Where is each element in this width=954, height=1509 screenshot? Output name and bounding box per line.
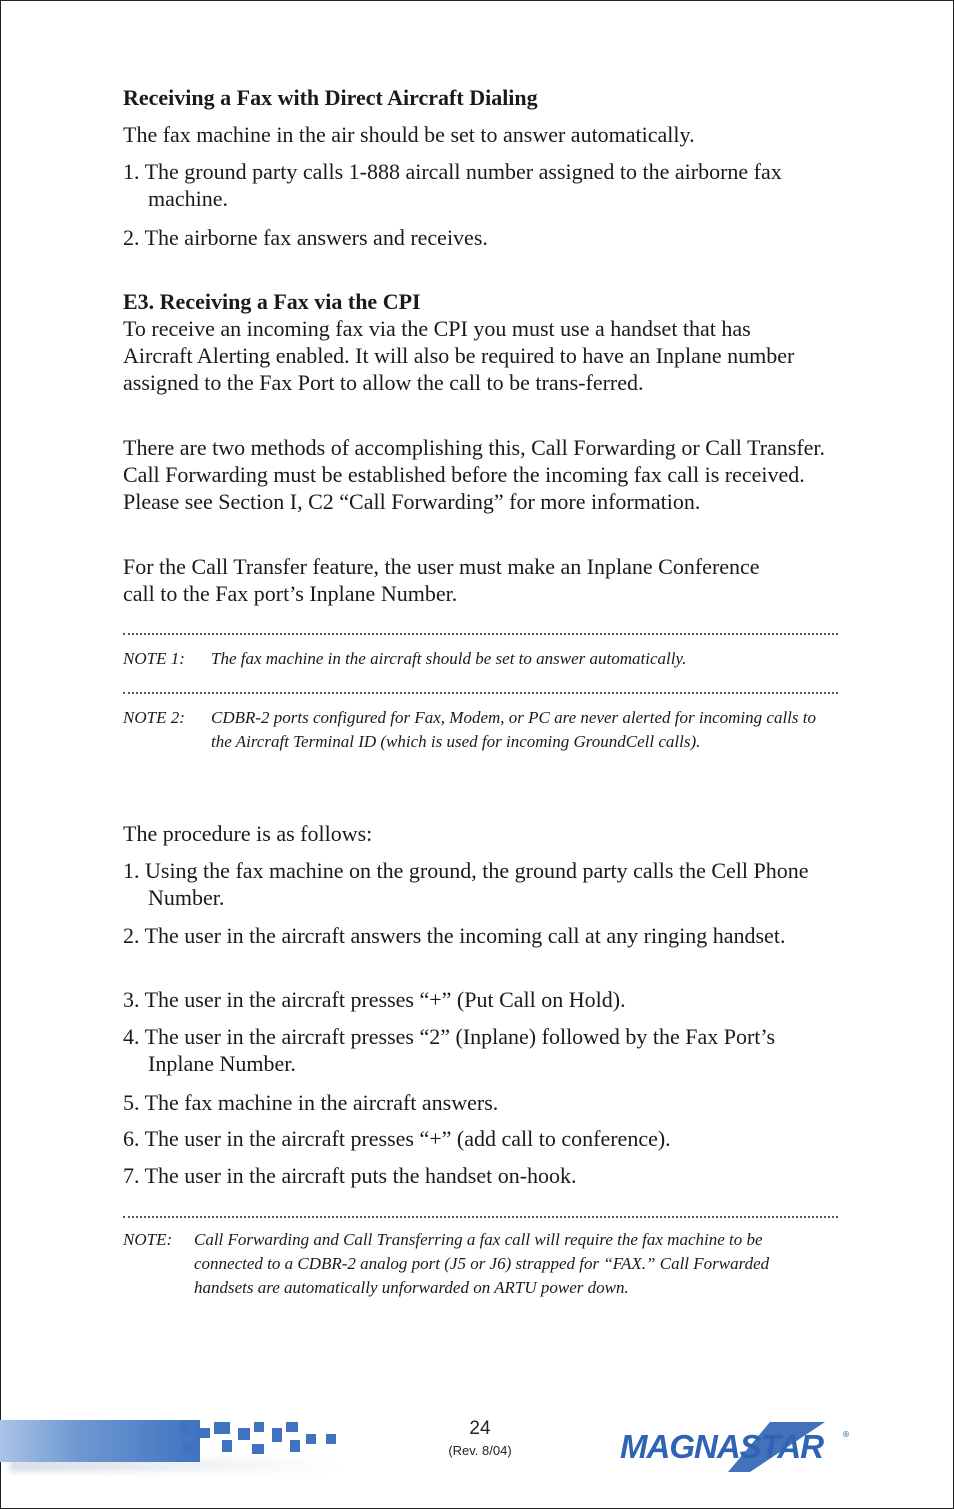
revision-date: (Rev. 8/04) (448, 1443, 512, 1458)
note-label: NOTE: (123, 1230, 173, 1249)
list-item: 5. The fax machine in the aircraft answers. (123, 1090, 499, 1115)
procedure-intro: The procedure is as follows: (123, 821, 373, 846)
logo-text: MAGNASTAR (620, 1428, 824, 1465)
section-heading-cpi: E3. Receiving a Fax via the CPI (123, 289, 421, 314)
note-2 (123, 706, 838, 781)
section-intro: The fax machine in the air should be set to answer automatically. (123, 122, 695, 147)
registered-mark: ® (842, 1430, 850, 1439)
note-text: The fax machine in the aircraft should be set to answer automatically. (211, 649, 687, 668)
note-1 (123, 647, 838, 671)
list-item: 6. The user in the aircraft presses “+” (add call to conference). (123, 1126, 671, 1151)
dotted-divider (123, 692, 838, 694)
note-text: Call Forwarding and Call Transferring a fax call will require the fax machine to be connected to a CDBR-2 analog port (J5 or J6) strapped for “FAX.” Call Forwarded handsets are automatically unforwarded on ARTU power down. (194, 1230, 770, 1297)
list-item: 1. Using the fax machine on the ground, the ground party calls the Cell Phone Number. (123, 858, 809, 910)
list-item: 2. The airborne fax answers and receives. (123, 225, 488, 250)
note-text: CDBR-2 ports configured for Fax, Modem, or PC are never alerted for incoming calls to the Aircraft Terminal ID (which is used for incoming GroundCell calls). (211, 708, 816, 751)
dotted-divider (123, 633, 838, 635)
note-label: NOTE 2: (123, 708, 185, 727)
list-item: 3. The user in the aircraft presses “+” (Put Call on Hold). (123, 987, 626, 1012)
paragraph: For the Call Transfer feature, the user must make an Inplane Conference call to the Fax port’s Inplane Number. (123, 554, 760, 606)
note-3 (123, 1228, 838, 1328)
paragraph: To receive an incoming fax via the CPI you must use a handset that has Aircraft Alerting enabled. It will also be required to have an Inplane number assigned to the Fax Port to allow the call to be trans-ferred. (123, 316, 795, 395)
list-item: 7. The user in the aircraft puts the handset on-hook. (123, 1163, 577, 1188)
dotted-divider (123, 1216, 838, 1218)
list-item: 2. The user in the aircraft answers the incoming call at any ringing handset. (123, 923, 786, 948)
footer-band (0, 1420, 200, 1462)
list-item: 4. The user in the aircraft presses “2” (Inplane) followed by the Fax Port’s Inplane Number. (123, 1024, 776, 1076)
page-number: 24 (469, 1418, 491, 1439)
paragraph: There are two methods of accomplishing this, Call Forwarding or Call Transfer. Call Forwarding must be established before the incoming fax call is received. Please see Section I, C2 “Call Forwarding” for more information. (123, 435, 826, 514)
note-label: NOTE 1: (123, 649, 185, 668)
magnastar-logo (620, 1418, 850, 1474)
section-heading-direct-dialing: Receiving a Fax with Direct Aircraft Dialing (123, 85, 538, 110)
list-item: 1. The ground party calls 1-888 aircall number assigned to the airborne fax machine. (123, 159, 782, 211)
